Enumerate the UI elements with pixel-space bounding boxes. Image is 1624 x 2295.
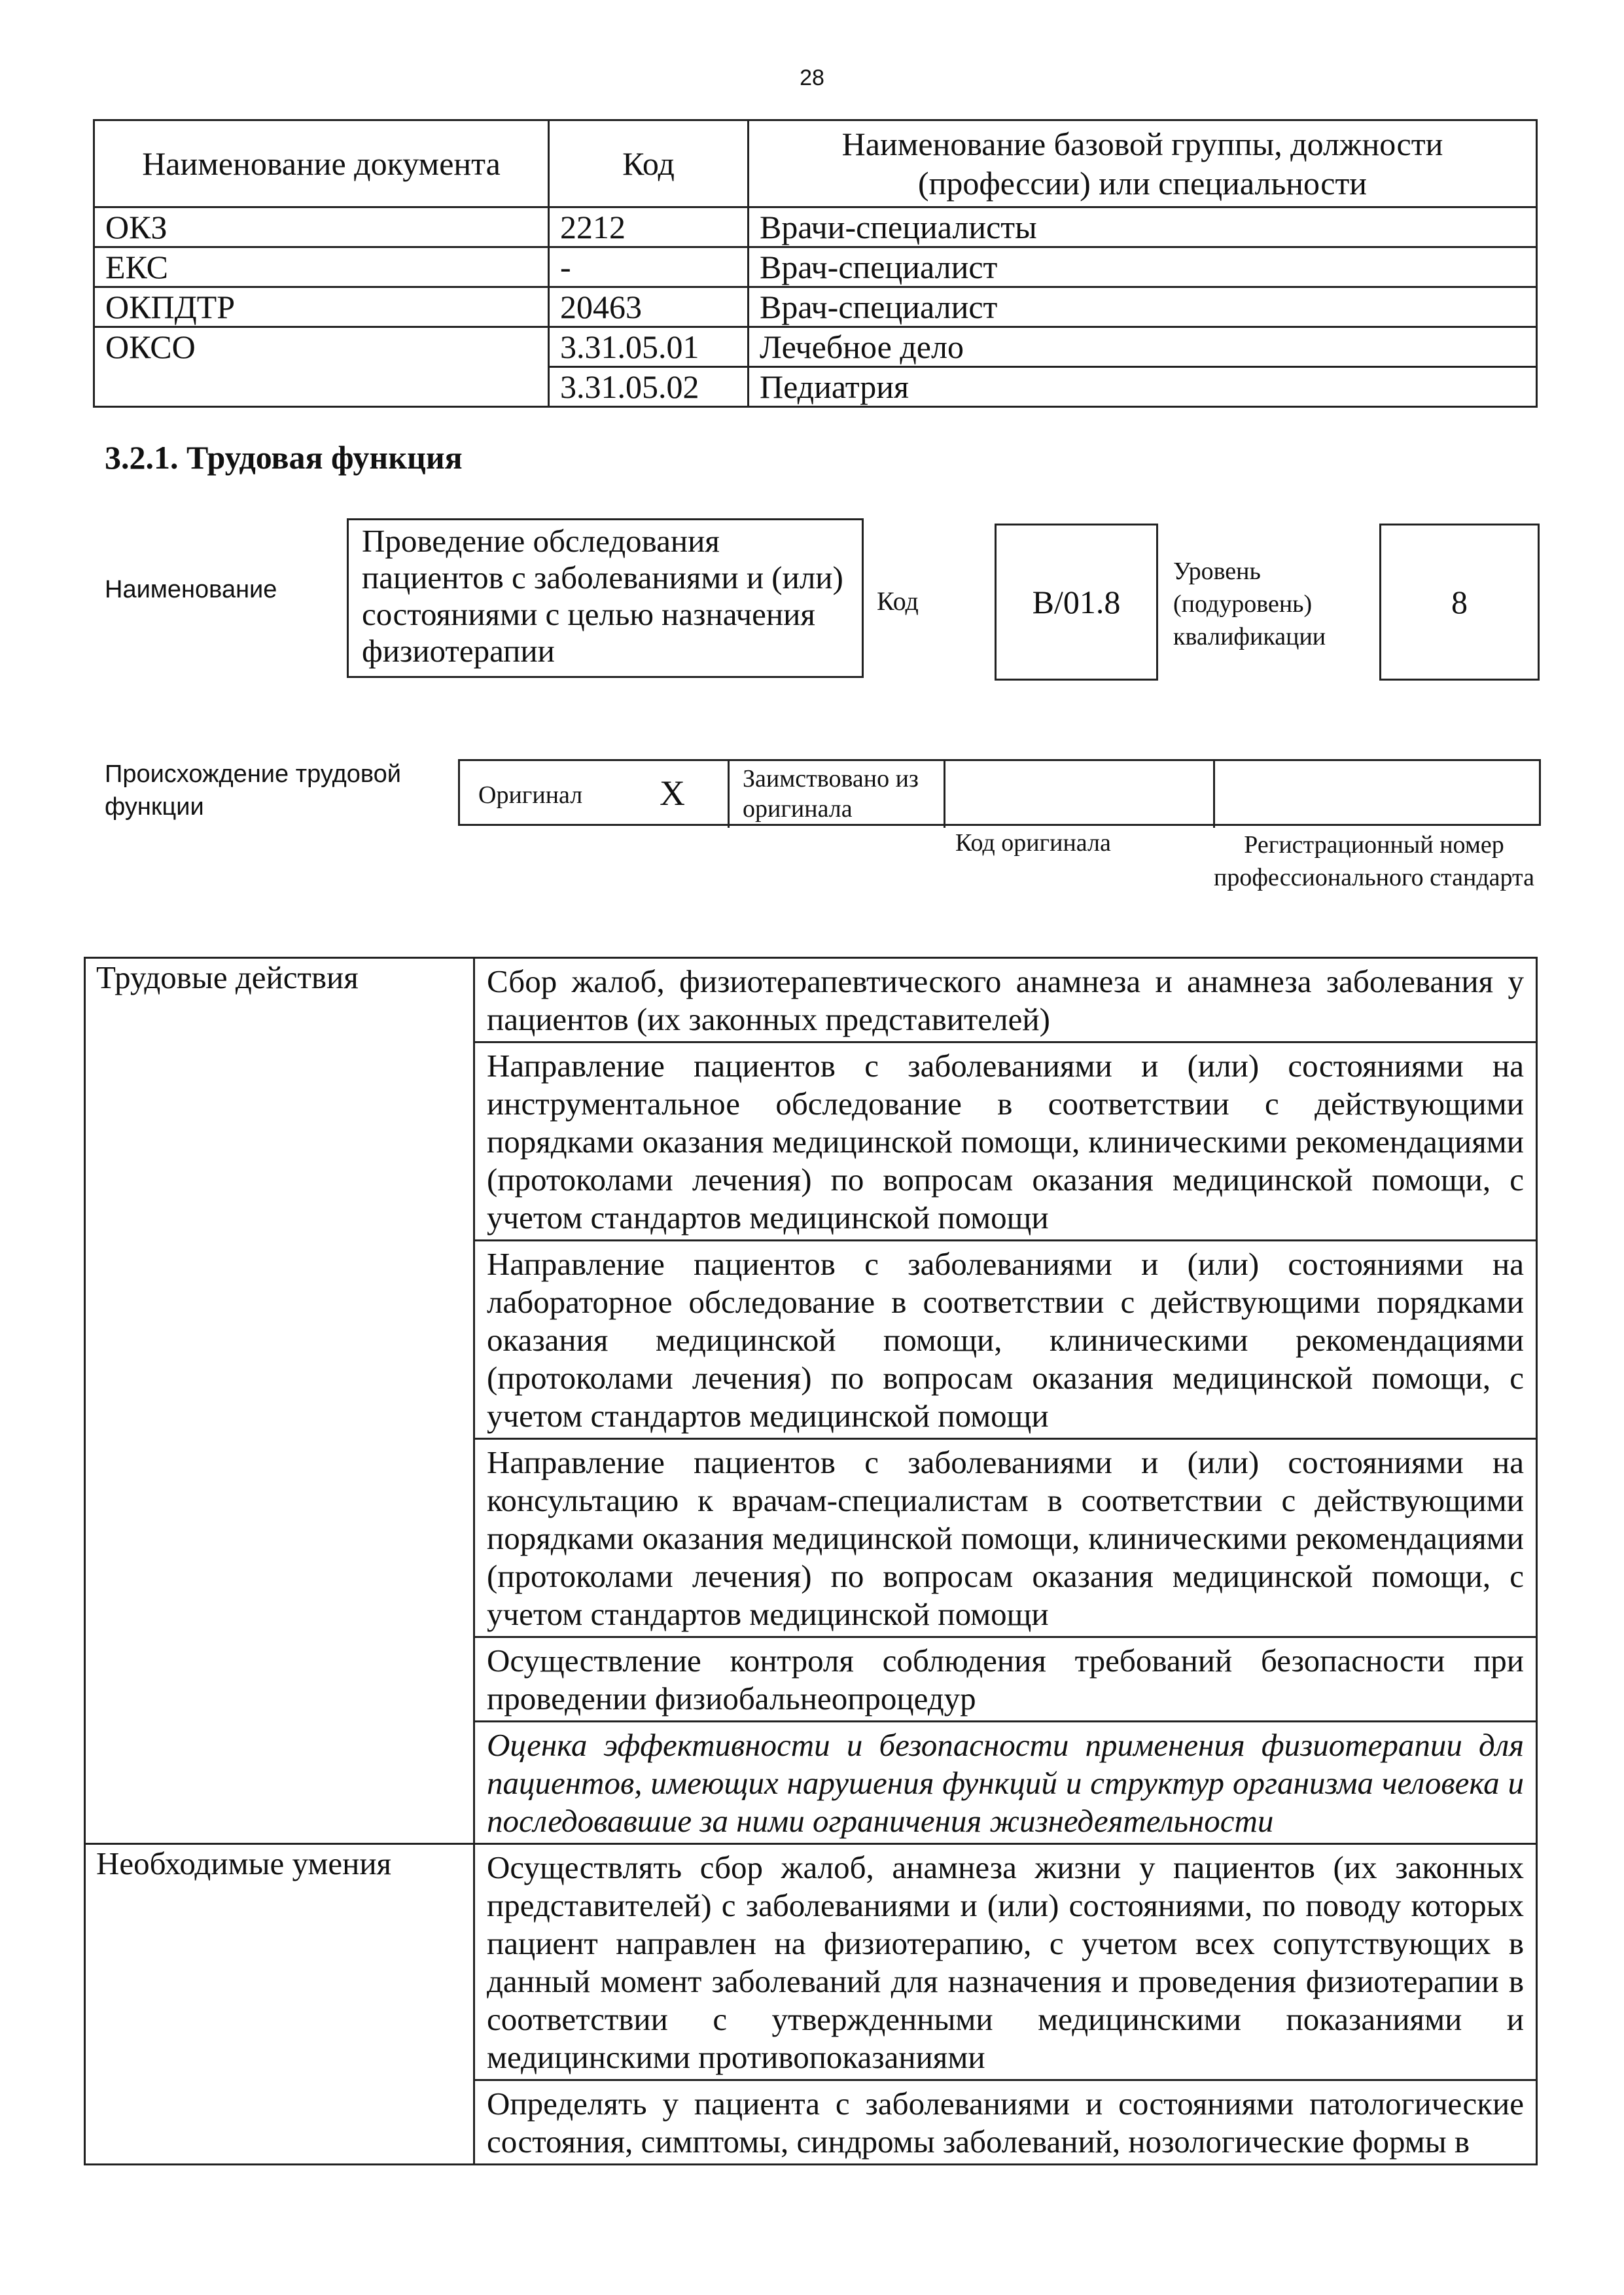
labor-action-item: Осуществление контроля соблюдения требований безопасности при проведении физиобальнеопроцедур <box>474 1637 1537 1722</box>
borrowed-cell <box>730 761 945 828</box>
function-details-table <box>84 957 1538 2165</box>
qualification-level-label: Уровень (подуровень) квалификации <box>1173 558 1326 650</box>
doc-cell: ОКСО <box>94 327 549 407</box>
labor-action-item: Сбор жалоб, физиотерапевтического анамнеза и анамнеза заболевания у пациентов (их законных представителей) <box>474 958 1537 1042</box>
doc-cell: ЕКС <box>94 247 549 287</box>
qualification-level-value: 8 <box>1379 524 1540 681</box>
skill-item: Определять у пациента с заболеваниями и состояниями патологические состояния, симптомы, синдромы заболеваний, нозологические формы в <box>474 2080 1537 2165</box>
code-cell: 3.31.05.01 <box>549 327 749 367</box>
doc-cell: ОКПДТР <box>94 287 549 327</box>
name-cell: Врач-специалист <box>749 287 1537 327</box>
labor-action-item: Направление пациентов с заболеваниями и (или) состояниями на инструментальное обследование в соответствии с действующими порядками оказания медицинской помощи, клиническими рекомендациями (протоколами лечения) по вопросам оказания медицинской помощи, с учетом стандартов медицинской помощи <box>474 1042 1537 1241</box>
function-name-value: Проведение обследования пациентов с заболеваниями и (или) состояниями с целью назначения физиотерапии <box>347 518 864 678</box>
code-cell: 3.31.05.02 <box>549 367 749 407</box>
function-code-value: B/01.8 <box>995 524 1158 681</box>
name-cell: Педиатрия <box>749 367 1537 407</box>
code-original-label: Код оригинала <box>955 829 1111 857</box>
labor-action-item: Направление пациентов с заболеваниями и (или) состояниями на консультацию к врачам-специалистам в соответствии с действующими порядками оказания медицинской помощи, клиническими рекомендациями (протоколами лечения) по вопросам оказания медицинской помощи, с учетом стандартов медицинской помощи <box>474 1439 1537 1637</box>
section-heading: 3.2.1. Трудовая функция <box>105 439 463 476</box>
code-cell: 2212 <box>549 207 749 247</box>
function-code-label: Код <box>877 586 919 616</box>
reg-number-cell <box>1215 761 1539 828</box>
page-number: 28 <box>800 65 824 90</box>
name-cell: Лечебное дело <box>749 327 1537 367</box>
table-row <box>94 327 1537 367</box>
name-cell: Врач-специалист <box>749 247 1537 287</box>
header-doc-name: Наименование документа <box>94 120 549 207</box>
table-row <box>94 207 1537 247</box>
labor-actions-label: Трудовые действия <box>85 958 474 1844</box>
code-original-cell <box>945 761 1215 828</box>
code-cell: 20463 <box>549 287 749 327</box>
borrowed-label: Заимствовано из оригинала <box>743 765 919 823</box>
name-cell: Врачи-специалисты <box>749 207 1537 247</box>
doc-cell: ОКЗ <box>94 207 549 247</box>
documents-table-header <box>94 120 1537 207</box>
table-row <box>94 287 1537 327</box>
origin-label: Происхождение трудовой функции <box>105 760 401 821</box>
table-row <box>94 247 1537 287</box>
labor-action-item: Оценка эффективности и безопасности применения физиотерапии для пациентов, имеющих нарушения функций и структур организма человека и последовавшие за ними ограничения жизнедеятельности <box>474 1722 1537 1844</box>
reg-number-label: Регистрационный номер профессионального стандарта <box>1214 831 1534 891</box>
origin-row <box>458 759 1541 826</box>
original-cell <box>460 761 730 828</box>
function-name-label: Наименование <box>105 576 277 603</box>
table-row <box>85 1844 1537 2080</box>
code-cell: - <box>549 247 749 287</box>
table-row <box>85 958 1537 1042</box>
header-code: Код <box>549 120 749 207</box>
skill-item: Осуществлять сбор жалоб, анамнеза жизни у пациентов (их законных представителей) с заболеваниями и (или) состояниями, по поводу которых пациент направлен на физиотерапию, с учетом всех сопутствующих в данный момент заболеваний для назначения и проведения физиотерапии в соответствии с утвержденными медицинскими показаниями и медицинскими противопоказаниями <box>474 1844 1537 2080</box>
documents-table <box>93 119 1538 408</box>
header-group-name: Наименование базовой группы, должности (профессии) или специальности <box>749 120 1537 207</box>
original-label: Оригинал <box>478 781 583 809</box>
labor-action-item: Направление пациентов с заболеваниями и (или) состояниями на лабораторное обследование в соответствии с действующими порядками оказания медицинской помощи, клиническими рекомендациями (протоколами лечения) по вопросам оказания медицинской помощи, с учетом стандартов медицинской помощи <box>474 1241 1537 1439</box>
original-mark: X <box>660 774 685 813</box>
skills-label: Необходимые умения <box>85 1844 474 2165</box>
